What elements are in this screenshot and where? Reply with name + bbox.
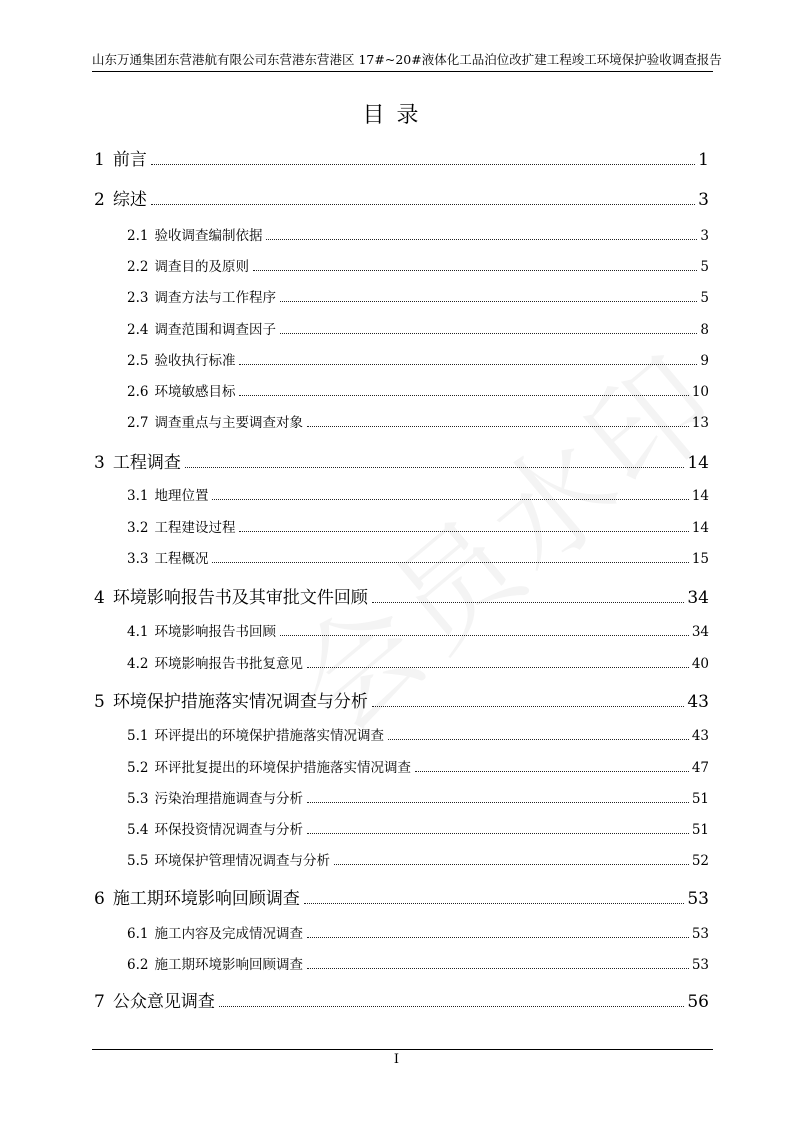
toc-dot-leader [280,635,689,636]
toc-entry-page: 10 [691,384,709,400]
toc-entry-label: 环境影响报告书回顾 [154,624,276,640]
toc-dot-leader [372,706,685,707]
toc-entry-label: 地理位置 [154,488,209,504]
toc-entry-page: 56 [687,992,709,1012]
toc-entry[interactable] [94,451,709,475]
toc-entry-page: 52 [691,853,709,869]
running-header: 山东万通集团东营港航有限公司东营港东营港区 17#~20#液体化工品泊位改扩建工程竣工环境保护验收调查报告 [92,52,722,67]
toc-entry-label: 污染治理措施调查与分析 [154,791,303,807]
toc-dot-leader [334,864,689,865]
toc-entry[interactable] [127,820,709,840]
toc-entry-number: 7 [94,992,105,1012]
toc-entry-number: 3.1 [127,488,149,504]
toc-entry[interactable] [127,413,709,433]
toc-entry-number: 3 [94,453,105,473]
toc-entry-number: 2.1 [127,228,149,244]
toc-entry-label: 环保投资情况调查与分析 [154,822,303,838]
toc-dot-leader [280,301,697,302]
toc-entry-page: 14 [691,488,709,504]
toc-entry-page: 53 [687,889,709,909]
toc-entry[interactable] [94,148,709,172]
toc-entry-number: 2.6 [127,384,149,400]
toc-entry[interactable] [127,851,709,871]
toc-dot-leader [307,426,689,427]
toc-entry-label: 工程概况 [154,551,209,567]
toc-dot-leader [151,204,695,205]
toc-entry-number: 5.4 [127,822,149,838]
toc-entry-number: 2 [94,190,105,210]
toc-entry-label: 公众意见调查 [112,992,215,1012]
toc-entry-page: 15 [691,551,709,567]
toc-entry[interactable] [127,549,709,569]
toc-entry-number: 1 [94,150,105,170]
toc-entry-label: 环境敏感目标 [154,384,236,400]
toc-dot-leader [280,333,697,334]
toc-entry-page: 34 [691,624,709,640]
toc-entry-label: 施工期环境影响回顾调查 [112,889,300,909]
toc-entry[interactable] [127,789,709,809]
toc-entry[interactable] [127,288,709,308]
toc-entry-number: 2.3 [127,290,149,306]
toc-entry-label: 调查目的及原则 [154,259,249,275]
toc-entry-page: 5 [700,259,709,275]
toc-entry-page: 51 [691,822,709,838]
toc-entry-number: 6 [94,889,105,909]
page-number: I [393,1052,400,1067]
toc-entry-page: 14 [691,520,709,536]
toc-entry-page: 43 [687,692,709,712]
toc-dot-leader [212,499,688,500]
toc-entry-label: 综述 [112,190,147,210]
toc-entry-label: 施工内容及完成情况调查 [154,926,303,942]
page-title: 目录 [362,103,431,128]
toc-entry-label: 环境保护管理情况调查与分析 [154,853,330,869]
toc-dot-leader [185,467,685,468]
toc-dot-leader [307,937,689,938]
toc-dot-leader [219,1006,685,1007]
toc-entry-page: 34 [687,588,709,608]
toc-entry-label: 调查方法与工作程序 [154,290,276,306]
toc-entry[interactable] [94,586,709,610]
toc-entry[interactable] [127,654,709,674]
toc-dot-leader [307,833,689,834]
toc-dot-leader [415,771,689,772]
toc-entry-page: 47 [691,760,709,776]
toc-entry[interactable] [127,382,709,402]
toc-entry-number: 4.2 [127,656,149,672]
toc-entry-label: 验收执行标准 [154,353,236,369]
toc-entry-label: 环境影响报告书批复意见 [154,656,303,672]
toc-entry-label: 环境影响报告书及其审批文件回顾 [112,588,368,608]
toc-entry-number: 4.1 [127,624,149,640]
toc-entry[interactable] [94,990,709,1014]
toc-entry-number: 5.2 [127,760,149,776]
toc-dot-leader [307,802,689,803]
toc-entry-number: 3.3 [127,551,149,567]
toc-entry-number: 6.1 [127,926,149,942]
toc-entry[interactable] [127,726,709,746]
toc-entry[interactable] [127,486,709,506]
toc-entry-page: 43 [691,728,709,744]
toc-entry-page: 13 [691,415,709,431]
toc-entry-label: 验收调查编制依据 [154,228,263,244]
toc-entry-label: 环境保护措施落实情况调查与分析 [112,692,368,712]
toc-entry[interactable] [94,690,709,714]
toc-entry-label: 前言 [112,150,147,170]
toc-entry[interactable] [127,622,709,642]
toc-entry[interactable] [127,320,709,340]
toc-entry-page: 5 [700,290,709,306]
toc-entry[interactable] [127,924,709,944]
toc-entry[interactable] [127,257,709,277]
toc-entry-label: 工程建设过程 [154,520,236,536]
toc-entry-label: 工程调查 [112,453,181,473]
toc-entry-number: 2.7 [127,415,149,431]
toc-dot-leader [239,364,697,365]
toc-dot-leader [266,239,697,240]
toc-entry-number: 5 [94,692,105,712]
toc-entry-label: 环评批复提出的环境保护措施落实情况调查 [154,760,411,776]
toc-entry[interactable] [127,758,709,778]
toc-entry-label: 调查范围和调查因子 [154,322,276,338]
toc-dot-leader [212,562,688,563]
footer-rule [92,1049,713,1050]
toc-entry-page: 1 [698,150,709,170]
toc-dot-leader [239,531,688,532]
toc-entry-label: 调查重点与主要调查对象 [154,415,303,431]
toc-entry[interactable] [127,226,709,246]
toc-entry[interactable] [94,188,709,212]
toc-entry-page: 14 [687,453,709,473]
toc-entry-number: 2.4 [127,322,149,338]
toc-entry[interactable] [127,351,709,371]
toc-entry-number: 2.5 [127,353,149,369]
toc-entry-label: 环评提出的环境保护措施落实情况调查 [154,728,384,744]
toc-entry-number: 6.2 [127,957,149,973]
toc-dot-leader [372,602,685,603]
toc-dot-leader [388,739,689,740]
toc-dot-leader [253,270,697,271]
toc-entry-page: 53 [691,957,709,973]
toc-entry-label: 施工期环境影响回顾调查 [154,957,303,973]
toc-dot-leader [151,164,695,165]
toc-dot-leader [304,903,685,904]
toc-entry-page: 40 [691,656,709,672]
toc-entry-number: 5.5 [127,853,149,869]
toc-dot-leader [307,968,689,969]
toc-entry[interactable] [127,518,709,538]
toc-entry-page: 3 [698,190,709,210]
toc-entry-number: 3.2 [127,520,149,536]
toc-entry-page: 3 [700,228,709,244]
toc-dot-leader [239,395,688,396]
toc-entry-page: 53 [691,926,709,942]
toc-entry-page: 9 [700,353,709,369]
toc-entry-page: 8 [700,322,709,338]
toc-entry[interactable] [127,955,709,975]
toc-entry-number: 5.1 [127,728,149,744]
toc-entry-number: 4 [94,588,105,608]
toc-entry[interactable] [94,887,709,911]
toc-entry-page: 51 [691,791,709,807]
toc-entry-number: 5.3 [127,791,149,807]
toc-entry-number: 2.2 [127,259,149,275]
toc-dot-leader [307,667,689,668]
